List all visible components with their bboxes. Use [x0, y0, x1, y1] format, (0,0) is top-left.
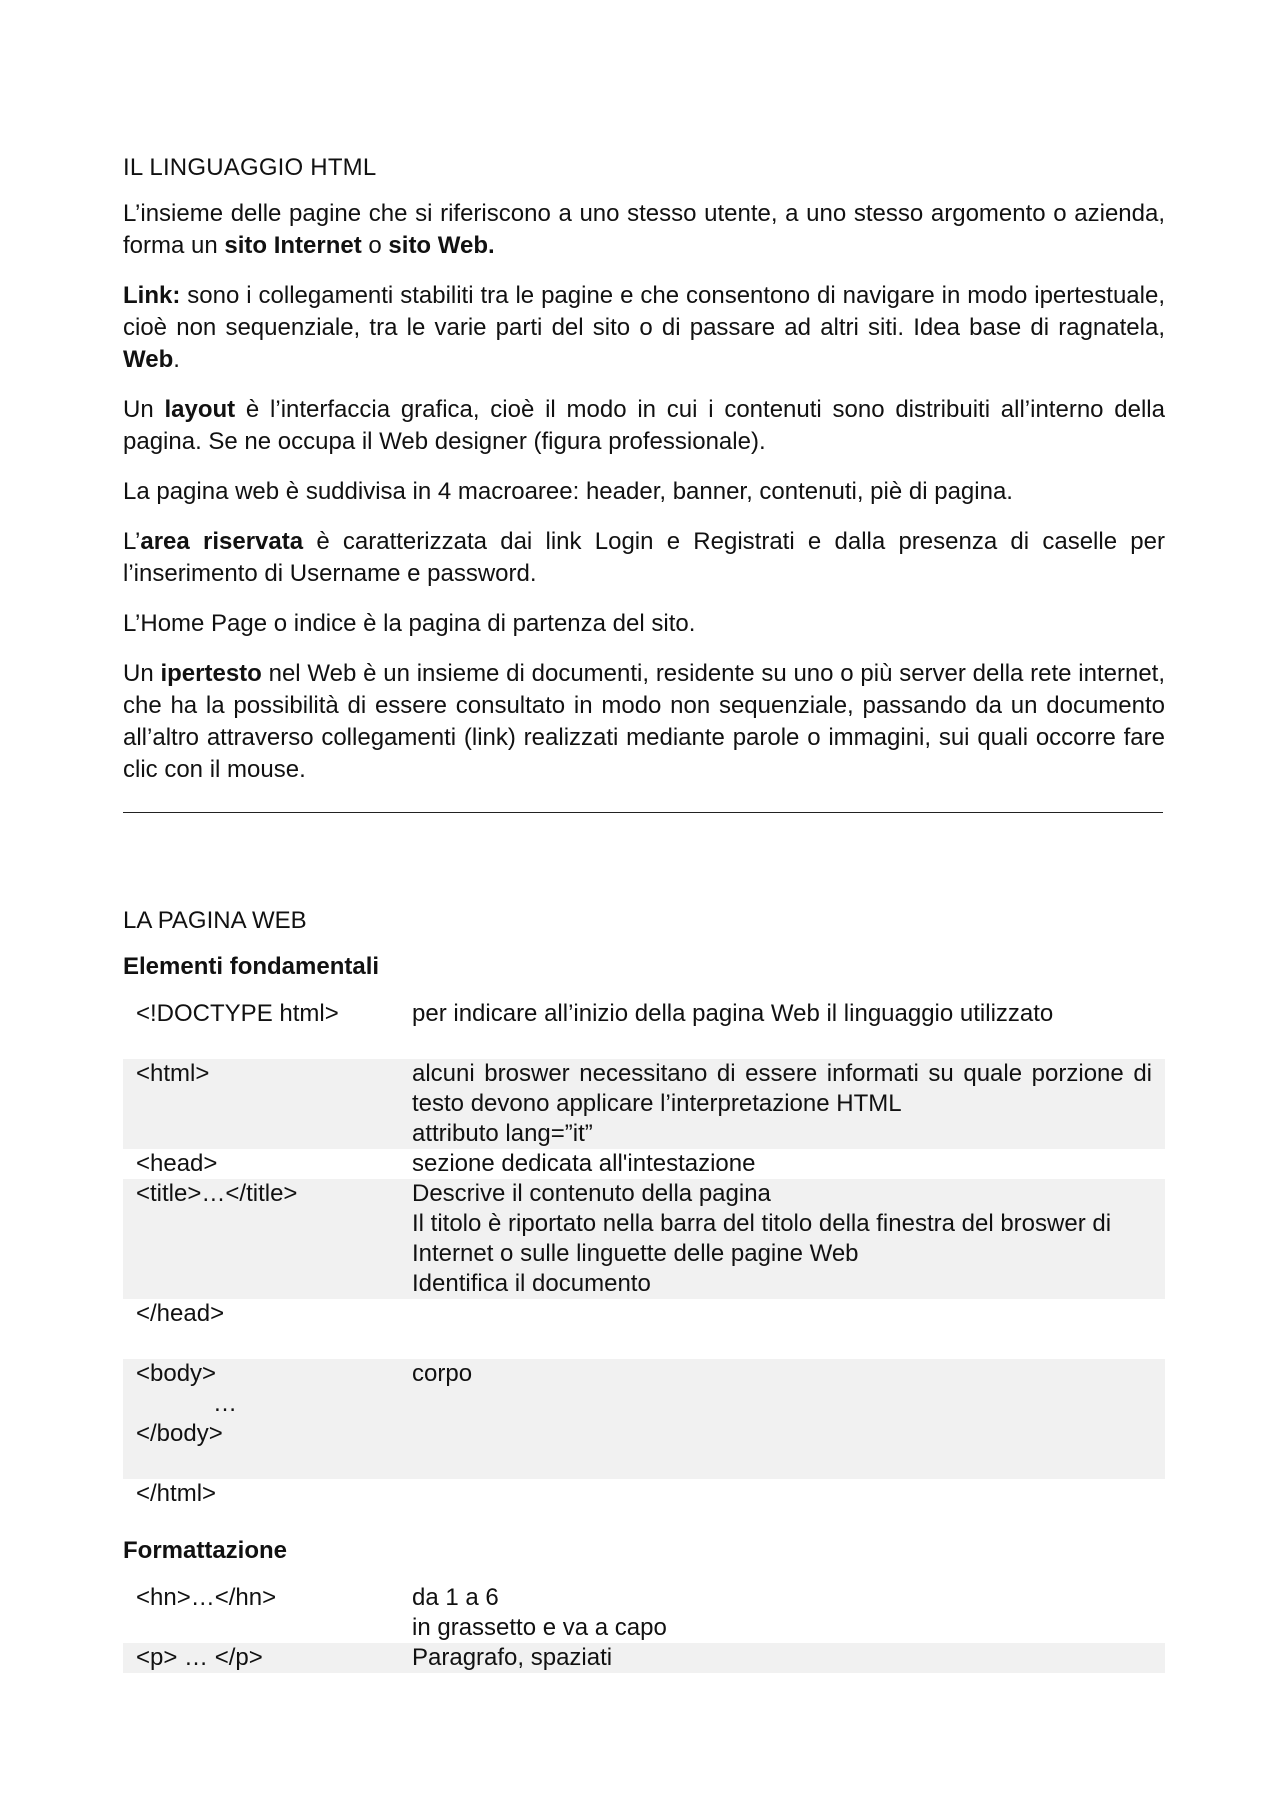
document-page — [123, 152, 1165, 1673]
table-row — [123, 1179, 1165, 1299]
paragraph-layout: Un layout è l’interfaccia grafica, cioè il modo in cui i contenuti sono distribuiti all’interno della pagina. Se ne occupa il Web designer (figura professionale). — [123, 396, 1165, 455]
table-row — [123, 1479, 1165, 1509]
paragraph-home-page: L’Home Page o indice è la pagina di partenza del sito. — [123, 610, 696, 637]
tag-cell: <p> … </p> — [123, 1643, 412, 1673]
desc-cell: per indicare all’inizio della pagina Web il linguaggio utilizzato — [412, 1000, 1054, 1027]
tag-cell: <!DOCTYPE html> — [136, 1000, 339, 1027]
section-title-web-page: LA PAGINA WEB — [123, 907, 307, 934]
tag-cell: <html> — [123, 1059, 412, 1149]
desc-cell: Descrive il contenuto della pagina Il titolo è riportato nella barra del titolo della finestra del broswer di Internet o sulle linguette delle pagine Web Identifica il documento — [412, 1179, 1165, 1299]
tag-cell: <body> … </body> — [123, 1359, 412, 1479]
desc-cell — [412, 1479, 1165, 1509]
desc-cell: Paragrafo, spaziati — [412, 1643, 1165, 1673]
tag-cell: </html> — [136, 1480, 217, 1507]
table-row — [123, 1149, 1165, 1179]
desc-cell: sezione dedicata all'intestazione — [412, 1150, 756, 1177]
paragraph-website: L’insieme delle pagine che si riferiscono a uno stesso utente, a uno stesso argomento o azienda, forma un sito Internet o sito Web. — [123, 200, 1165, 259]
table-row — [123, 1299, 1165, 1359]
horizontal-divider — [123, 812, 1163, 813]
desc-cell: alcuni broswer necessitano di essere informati su quale porzione di testo devono applicare l’interpretazione HTML attributo lang=”it” — [412, 1059, 1165, 1149]
section-title-html-language: IL LINGUAGGIO HTML — [123, 154, 377, 181]
paragraph-reserved-area: L’area riservata è caratterizzata dai link Login e Registrati e dalla presenza di caselle per l’inserimento di Username e password. — [123, 528, 1165, 587]
paragraph-link: Link: sono i collegamenti stabiliti tra le pagine e che consentono di navigare in modo ipertestuale, cioè non sequenziale, tra le varie parti del sito o di passare ad altri siti. Idea base di ragnatela, Web. — [123, 282, 1165, 373]
desc-cell: da 1 a 6 in grassetto e va a capo — [412, 1584, 667, 1641]
tag-cell: </head> — [136, 1300, 225, 1327]
table-row — [123, 999, 1165, 1059]
formatting-table — [123, 1583, 1165, 1673]
table-row — [123, 1059, 1165, 1149]
table-row — [123, 1359, 1165, 1479]
tag-cell: <head> — [136, 1150, 218, 1177]
tag-cell: <hn>…</hn> — [136, 1584, 277, 1611]
tag-cell: <title>…</title> — [123, 1179, 412, 1299]
subheading-fundamental-elements: Elementi fondamentali — [123, 953, 380, 980]
table-row — [123, 1643, 1165, 1673]
desc-cell: corpo — [412, 1359, 1165, 1479]
paragraph-hypertext: Un ipertesto nel Web è un insieme di documenti, residente su uno o più server della rete internet, che ha la possibilità di essere consultato in modo non sequenziale, passando da un documento all’altro attraverso collegamenti (link) realizzati mediante parole o immagini, sui quali occorre fare clic con il mouse. — [123, 660, 1165, 783]
desc-cell — [412, 1299, 1165, 1359]
elements-table — [123, 999, 1165, 1509]
paragraph-macroareas: La pagina web è suddivisa in 4 macroaree: header, banner, contenuti, piè di pagina. — [123, 478, 1013, 505]
table-row — [123, 1583, 1165, 1643]
subheading-formatting: Formattazione — [123, 1537, 288, 1564]
